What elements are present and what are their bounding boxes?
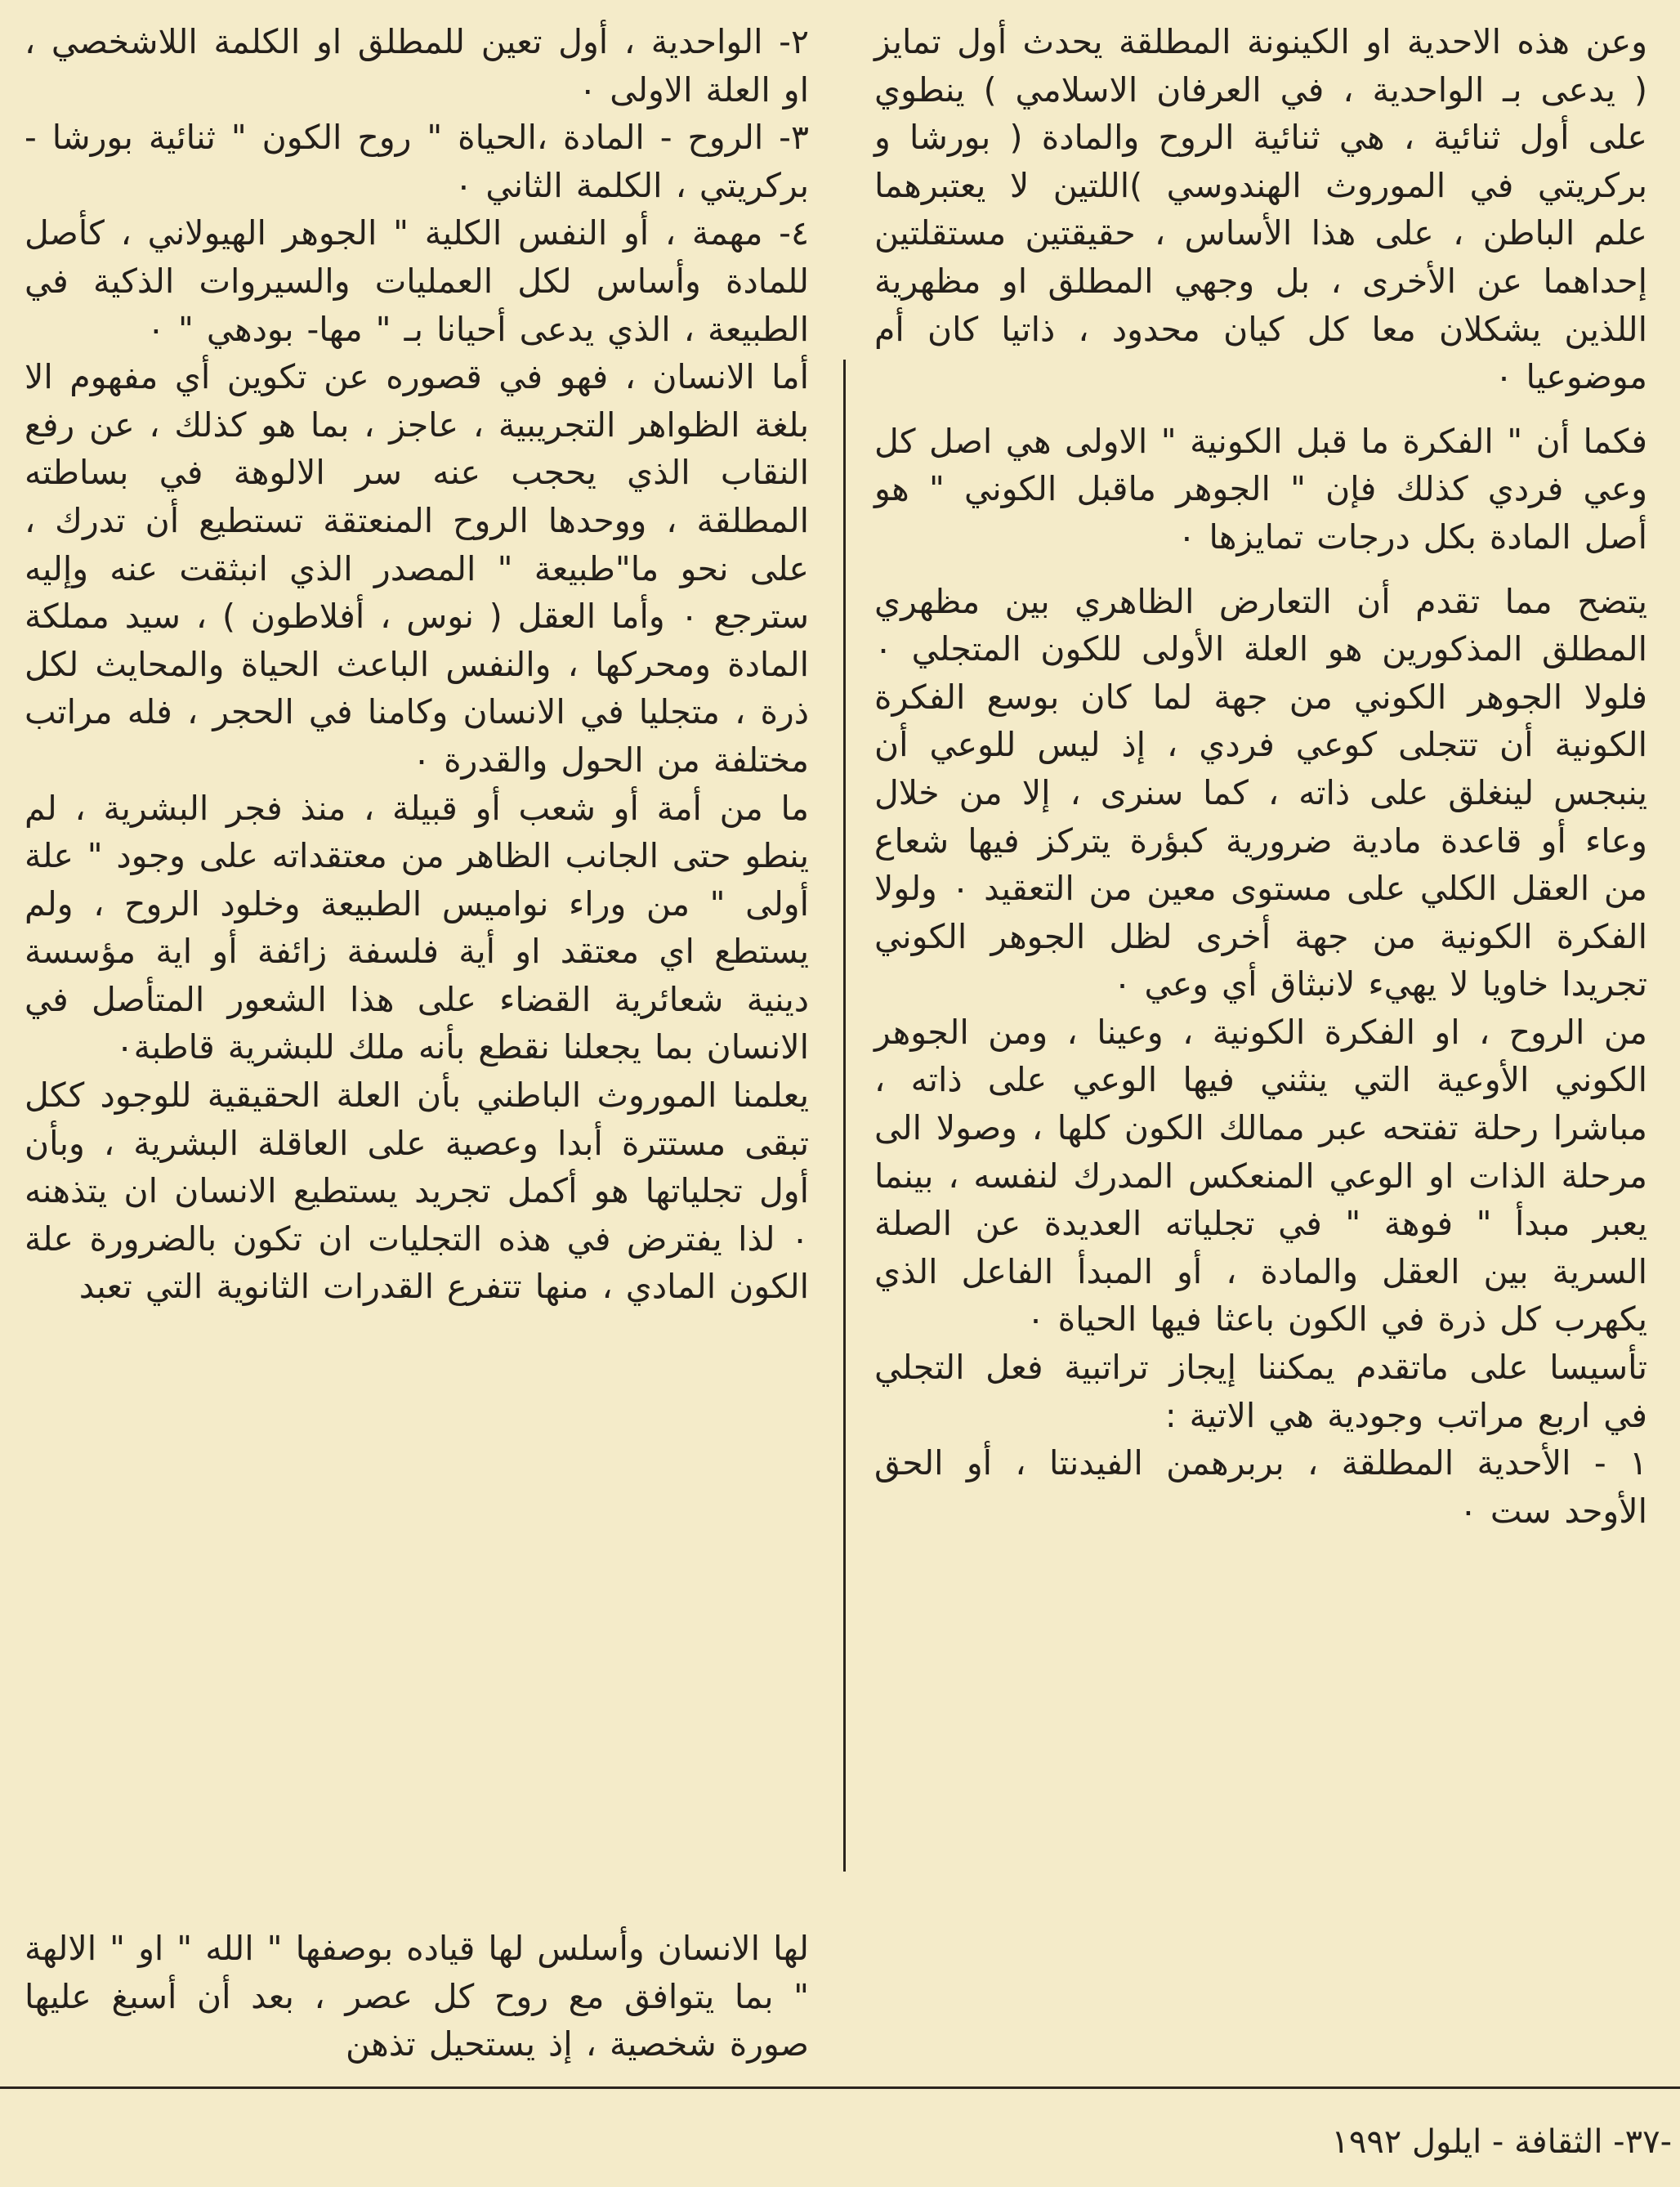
- paragraph-gap: [874, 561, 1647, 578]
- list-item: ٣- الروح - المادة ،الحياة " روح الكون " ثنائية بورشا - بركريتي ، الكلمة الثاني ٠: [25, 118, 809, 205]
- paragraph: أما الانسان ، فهو في قصوره عن تكوين أي مفهوم الا بلغة الظواهر التجريبية ، عاجز ، بما هو كذلك ، عن رفع النقاب الذي يحجب عنه سر الالوهة في بساطته المطلقة ، ووحدها الروح المنعتقة تستطيع أن تدرك ، على نحو ما"طبيعة " المصدر الذي انبثقت عنه وإليه سترجع ٠ وأما العقل ( نوس ، أفلاطون ) ، سيد مملكة المادة ومحركها ، والنفس الباعث الحياة والمحايث لكل ذرة ، متجليا في الانسان وكامنا في الحجر ، فله مراتب مختلفة من الحول والقدرة ٠: [25, 357, 809, 780]
- publication-issue: الثقافة - ايلول ١٩٩٢: [1331, 2123, 1603, 2161]
- page-number: -٣٧-: [1613, 2123, 1672, 2161]
- list-item: ١ - الأحدية المطلقة ، بربرهمن الفيدنتا ، أو الحق الأوحد ست ٠: [874, 1443, 1647, 1531]
- right-text-column: [874, 18, 1647, 1535]
- footer-rule: [0, 2086, 1680, 2089]
- left-column-continuation: [25, 1925, 809, 2068]
- list-item: ٢- الواحدية ، أول تعين للمطلق او الكلمة اللاشخصي ، او العلة الاولى ٠: [25, 22, 809, 110]
- left-text-column: [25, 18, 809, 1311]
- list-item: ٤- مهمة ، أو النفس الكلية " الجوهر الهيولاني ، كأصل للمادة وأساس لكل العمليات والسيروات الذكية في الطبيعة ، الذي يدعى أحيانا بـ " مها- بودهي " ٠: [25, 213, 809, 349]
- paragraph: تأسيسا على ماتقدم يمكننا إيجاز تراتبية فعل التجلي في اربع مراتب وجودية هي الاتية :: [874, 1348, 1647, 1435]
- paragraph-gap: [874, 401, 1647, 418]
- paragraph: فكما أن " الفكرة ما قبل الكونية " الاولى هي اصل كل وعي فردي كذلك فإن " الجوهر ماقبل الكوني " هو أصل المادة بكل درجات تمايزها ٠: [874, 421, 1647, 557]
- paragraph: وعن هذه الاحدية او الكينونة المطلقة يحدث أول تمايز ( يدعى بـ الواحدية ، في العرفان الاسلامي ) ينطوي على أول ثنائية ، هي ثنائية الروح والمادة ( بورشا و بركريتي في الموروث الهندوسي )اللتين لا يعتبرهما علم الباطن ، على هذا الأساس ، حقيقتين مستقلتين إحداهما عن الأخرى ، بل وجهي المطلق او مظهرية اللذين يشكلان معا كل كيان محدود ، ذاتيا كان أم موضوعيا ٠: [874, 22, 1647, 397]
- paragraph: من الروح ، او الفكرة الكونية ، وعينا ، ومن الجوهر الكوني الأوعية التي ينثني فيها الوعي على ذاته ، مباشرا رحلة تفتحه عبر ممالك الكون كلها ، وصولا الى مرحلة الذات او الوعي المنعكس المدرك لنفسه ، بينما يعبر مبدأ " فوهة " في تجلياته العديدة عن الصلة السرية بين العقل والمادة ، أو المبدأ الفاعل الذي يكهرب كل ذرة في الكون باعثا فيها الحياة ٠: [874, 1012, 1647, 1339]
- paragraph: ما من أمة أو شعب أو قبيلة ، منذ فجر البشرية ، لم ينطو حتى الجانب الظاهر من معتقداته على وجود " علة أولى " من وراء نواميس الطبيعة وخلود الروح ، ولم يستطع اي معتقد او أية فلسفة زائفة أو اية مؤسسة دينية شعائرية القضاء على هذا الشعور المتأصل في الانسان بما يجعلنا نقطع بأنه ملك للبشرية قاطبة٠: [25, 788, 809, 1067]
- paragraph: يعلمنا الموروث الباطني بأن العلة الحقيقية للوجود ككل تبقى مستترة أبدا وعصية على العاقلة البشرية ، وبأن أول تجلياتها هو أكمل تجريد يستطيع الانسان ان يتذهنه ٠ لذا يفترض في هذه التجليات ان تكون بالضرورة علة الكون المادي ، منها تتفرع القدرات الثانوية التي تعبد: [25, 1076, 809, 1307]
- paragraph: يتضح مما تقدم أن التعارض الظاهري بين مظهري المطلق المذكورين هو العلة الأولى للكون المتجلي ٠ فلولا الجوهر الكوني من جهة لما كان بوسع الفكرة الكونية أن تتجلى كوعي فردي ، إذ ليس للوعي أن ينبجس لينغلق على ذاته ، كما سنرى ، إلا من خلال وعاء أو قاعدة مادية ضرورية كبؤرة يتركز فيها شعاع من العقل الكلي على مستوى معين من التعقيد ٠ ولولا الفكرة الكونية من جهة أخرى لظل الجوهر الكوني تجريدا خاويا لا يهيء لانبثاق أي وعي ٠: [874, 581, 1647, 1004]
- page-footer: [1331, 2122, 1672, 2162]
- column-divider: [843, 360, 846, 1872]
- paragraph: لها الانسان وأسلس لها قياده بوصفها " الله " او " الالهة " بما يتوافق مع روح كل عصر ، بعد أن أسبغ عليها صورة شخصية ، إذ يستحيل تذهن: [25, 1929, 809, 2064]
